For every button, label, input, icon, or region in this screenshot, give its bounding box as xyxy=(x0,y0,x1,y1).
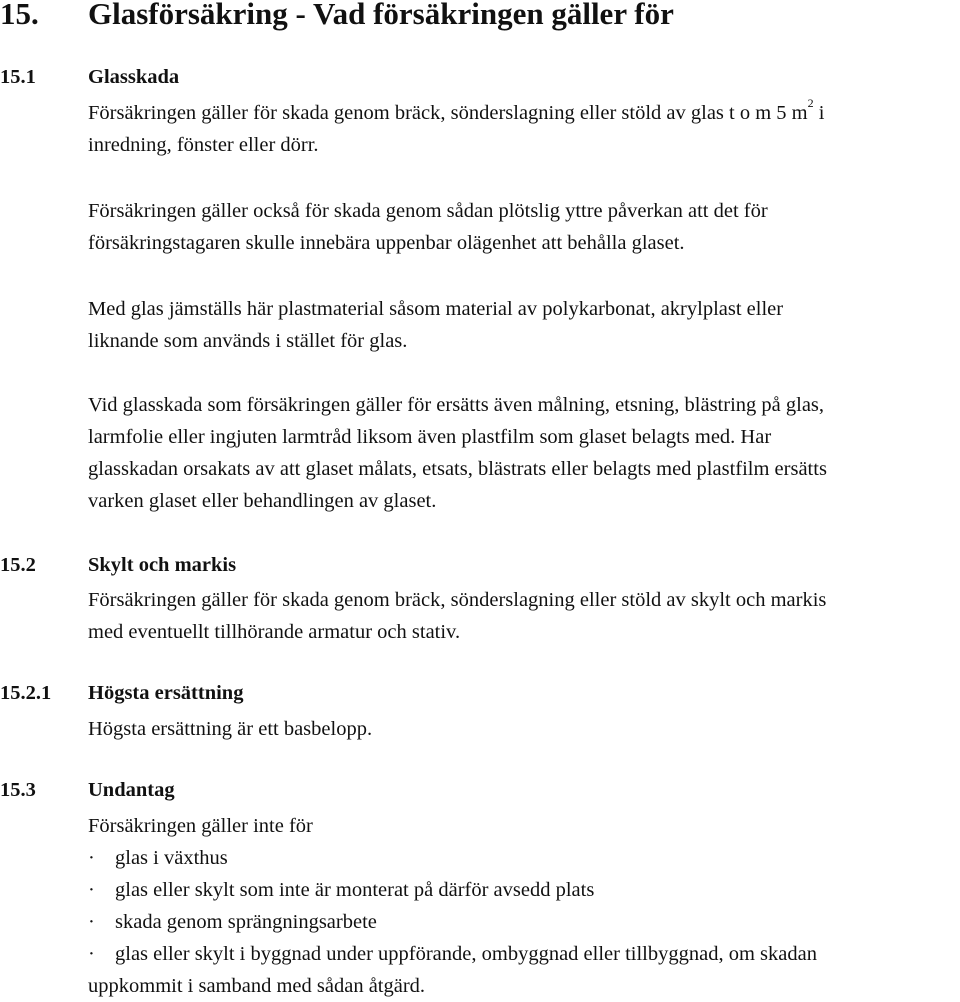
bullet-icon: · xyxy=(88,943,95,965)
text-line xyxy=(88,97,960,129)
text-line: varken glaset eller behandlingen av glaset. xyxy=(88,490,437,512)
section-title-undantag: Undantag xyxy=(88,779,175,801)
section-title-glasskada: Glasskada xyxy=(88,66,180,88)
text-line: med eventuellt tillhörande armatur och stativ. xyxy=(88,621,461,643)
bullet-icon: · xyxy=(88,847,95,869)
paragraph-glasskada-4 xyxy=(88,389,960,517)
text-line: larmfolie eller ingjuten larmtråd liksom även plastfilm som glaset belagts med. Har xyxy=(88,426,772,448)
paragraph-undantag-intro xyxy=(88,810,960,842)
section-number-15-3: 15.3 xyxy=(0,779,36,801)
paragraph-glasskada-3 xyxy=(88,293,960,357)
list-item-text: skada genom sprängningsarbete xyxy=(115,911,377,933)
text-line: Med glas jämställs här plastmaterial såsom material av polykarbonat, akrylplast eller xyxy=(88,298,784,320)
text-line: Försäkringen gäller också för skada genom sådan plötslig yttre påverkan att det för xyxy=(88,200,768,222)
bullet-icon: · xyxy=(88,879,95,901)
paragraph-glasskada-2 xyxy=(88,195,960,259)
heading-number: 15. xyxy=(0,0,39,31)
text-line: inredning, fönster eller dörr. xyxy=(88,134,319,156)
text-line: Försäkringen gäller för skada genom bräck, sönderslagning eller stöld av skylt och markis xyxy=(88,589,827,611)
section-number-15-1: 15.1 xyxy=(0,66,36,88)
superscript: 2 xyxy=(807,96,814,111)
list-item-continuation: uppkommit i samband med sådan åtgärd. xyxy=(88,975,426,997)
text-span: Försäkringen gäller för skada genom bräck, sönderslagning eller stöld av glas t o m 5 m xyxy=(88,102,808,124)
text-line: Högsta ersättning är ett basbelopp. xyxy=(88,718,373,740)
paragraph-hogsta-ersattning xyxy=(88,713,960,745)
heading-title: Glasförsäkring - Vad försäkringen gäller för xyxy=(88,0,674,31)
text-span: i xyxy=(813,102,825,124)
section-title-skylt: Skylt och markis xyxy=(88,554,237,576)
text-line: liknande som används i stället för glas. xyxy=(88,330,408,352)
list-item-text: glas eller skylt som inte är monterat på därför avsedd plats xyxy=(115,879,595,901)
paragraph-skylt xyxy=(88,584,960,648)
section-number-15-2: 15.2 xyxy=(0,554,36,576)
text-line: försäkringstagaren skulle innebära uppenbar olägenhet att behålla glaset. xyxy=(88,232,685,254)
list-item-text: glas i växthus xyxy=(115,847,228,869)
bullet-icon: · xyxy=(88,911,95,933)
section-title-hogsta-ersattning: Högsta ersättning xyxy=(88,682,244,704)
text-line: glasskadan orsakats av att glaset målats, etsats, blästrats eller belagts med plastfilm ersätts xyxy=(88,458,827,480)
text-line: Vid glasskada som försäkringen gäller för ersätts även målning, etsning, blästring på glas, xyxy=(88,394,825,416)
list-item-text: glas eller skylt i byggnad under uppförande, ombyggnad eller tillbyggnad, om skadan xyxy=(115,943,817,965)
paragraph-glasskada-1 xyxy=(88,97,960,161)
section-number-15-2-1: 15.2.1 xyxy=(0,682,52,704)
text-line: Försäkringen gäller inte för xyxy=(88,815,313,837)
